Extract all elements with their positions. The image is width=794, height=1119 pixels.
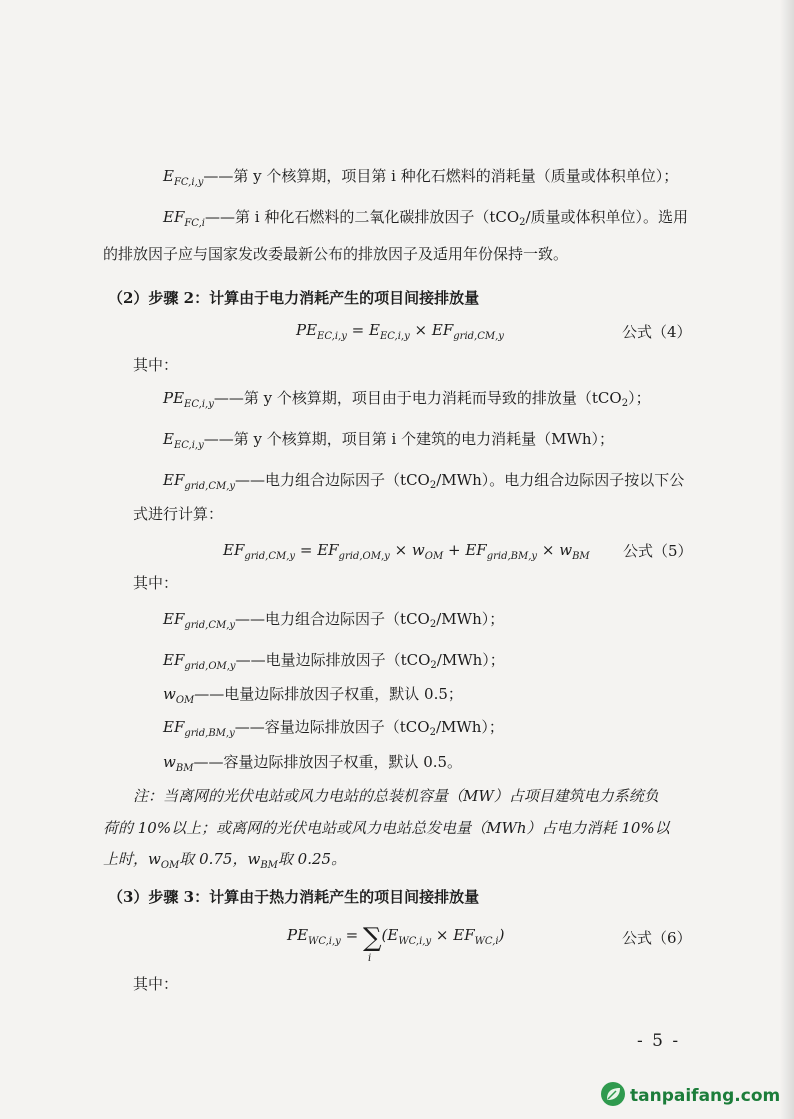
definition-e-ec: $E_{EC,i,y}——$第 y 个核算期，项目第 i 个建筑的电力消耗量（MWh）； (163, 430, 615, 451)
equation-6: $PE_{WC,i,y} = \sum(E_{WC,i,y} \times EF_{WC,i})$ (287, 923, 505, 953)
equation-4-label: 公式（4） (622, 323, 692, 341)
symbol: $EF_{FC,i}$ (163, 208, 205, 229)
equation-5-label: 公式（5） (623, 542, 693, 560)
definition-text-cont: /质量或体积单位）。选用 (525, 208, 689, 226)
note-line-2: 荷的 10%以上；或离网的光伏电站或风力电站总发电量（MWh）占电力消耗 10%以 (103, 819, 670, 837)
definition-fc-emission-factor: $EF_{FC,i}——$第 i 种化石燃料的二氧化碳排放因子（tCO$_2$/质量或体积单位）。选用 (163, 208, 689, 229)
note-line-1: 注：当离网的光伏电站或风力电站的总装机容量（MW）占项目建筑电力系统负 (133, 787, 659, 805)
definition-w-bm: $w_{BM}——$容量边际排放因子权重，默认 0.5。 (163, 753, 463, 774)
leaf-logo-icon (600, 1081, 626, 1111)
summation-sign: ∑ (362, 923, 382, 953)
definition-pe-ec: $PE_{EC,i,y}——$第 y 个核算期，项目由于电力消耗而导致的排放量（tCO$_2$）； (163, 389, 651, 410)
symbol: $E_{EC,i,y}$ (163, 430, 204, 451)
equation-5: $EF_{grid,CM,y} = EF_{grid,OM,y} \times w_{OM} + EF_{grid,BM,y} \times w_{BM}$ (223, 541, 590, 562)
note-line-3: 上时，$w_{OM}$取 0.75，$w_{BM}$取 0.25。 (103, 850, 347, 871)
definition-text: ——第 i 种化石燃料的二氧化碳排放因子（tCO (204, 208, 520, 226)
symbol: $E_{FC,i,y}$ (163, 167, 204, 188)
watermark-text: tanpaifang.com (630, 1086, 781, 1106)
definition-ef-grid-cm-2: $EF_{grid,CM,y}——$电力组合边际因子（tCO$_2$/MWh）； (163, 610, 505, 631)
paragraph-continuation: 的排放因子应与国家发改委最新公布的排放因子及适用年份保持一致。 (103, 245, 569, 263)
equation-4: $PE_{EC,i,y} = E_{EC,i,y} \times EF_{grid,CM,y}$ (296, 321, 504, 342)
scan-edge-shadow (780, 0, 794, 1119)
symbol: $w_{OM}$ (163, 685, 195, 706)
symbol: $EF_{grid,OM,y}$ (163, 651, 236, 672)
step2-heading: （2）步骤 2：计算由于电力消耗产生的项目间接排放量 (108, 289, 480, 307)
symbol: $PE_{EC,i,y}$ (163, 389, 214, 410)
watermark[interactable] (600, 1083, 780, 1109)
page-number: - 5 - (637, 1031, 681, 1051)
symbol: $EF_{grid,CM,y}$ (163, 610, 236, 631)
definition-ef-grid-bm: $EF_{grid,BM,y}——$容量边际排放因子（tCO$_2$/MWh）； (163, 718, 504, 739)
definition-w-om: $w_{OM}——$电量边际排放因子权重，默认 0.5； (163, 685, 463, 706)
definition-ef-grid-cm: $EF_{grid,CM,y}——$电力组合边际因子（tCO$_2$/MWh）。电力组合边际因子按以下公 (163, 471, 685, 492)
symbol: $EF_{grid,BM,y}$ (163, 718, 235, 739)
where-label: 其中： (133, 574, 179, 592)
definition-ef-grid-om: $EF_{grid,OM,y}——$电量边际排放因子（tCO$_2$/MWh）； (163, 651, 505, 672)
equation-6-label: 公式（6） (622, 929, 692, 947)
where-label: 其中： (133, 975, 179, 993)
symbol: $w_{BM}$ (163, 753, 194, 774)
paragraph-continuation: 式进行计算： (133, 505, 224, 523)
summation-index: i (368, 953, 372, 964)
where-label: 其中： (133, 356, 179, 374)
symbol: $EF_{grid,CM,y}$ (163, 471, 236, 492)
definition-fc-consumption (163, 166, 678, 193)
step3-heading: （3）步骤 3：计算由于热力消耗产生的项目间接排放量 (108, 888, 480, 906)
definition-text: ——第 y 个核算期，项目第 i 种化石燃料的消耗量（质量或体积单位）； (203, 167, 679, 185)
